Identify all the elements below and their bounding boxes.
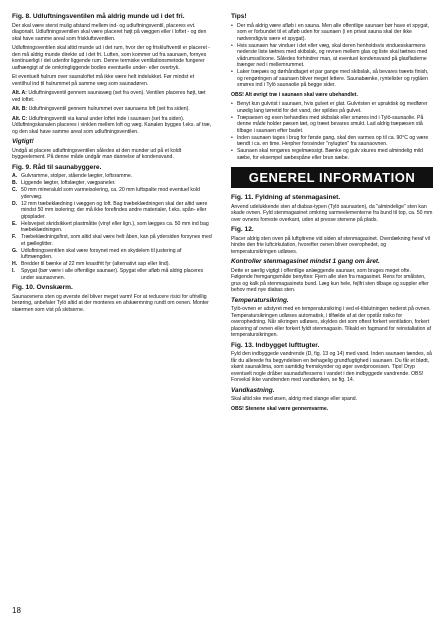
fig9-item-text: Træbeklædningsfirst, som altid skal være helt åben, kan på ydersiden forsynes med et gælleglitter.: [21, 234, 212, 247]
fig12-paragraph: Placer aldrig sten oven på luftgitrene vid siden af stenmagasinet. Overdækning heraf vil hindre den frie luftcirkulation, hvorefter ovnen bliver overophedet, og temperatursikringen udløses.: [231, 235, 430, 255]
section-banner: GENEREL INFORMATION: [231, 167, 433, 188]
fig9-item: [12, 261, 214, 268]
vandkastning-obs-note: OBS! Stenene skal være gennemvarme.: [231, 405, 329, 412]
fig9-item-text: Helsvejset skridsikkert plastmåtte (vinyl eller lign.), som lægges ca. 50 mm ind bag træbeklædningen.: [21, 220, 209, 234]
vigtigt-heading: Vigtigt!: [12, 138, 34, 146]
alt-b-label: Alt. B:: [12, 106, 28, 113]
fig8-paragraph-3: Et eventuelt hulrum over saunaloftet må ikke være helt indelukket. Før mindst et ventilhul ind til hulrummet på samme væg som saunadøren.: [12, 74, 195, 87]
fig9-item-letter: D.: [12, 200, 18, 207]
tips-item: • Saunaen skal rengøres regelmæssigt. Bænke og gulv skures med almindelig mild sæbe, for eksempel sæbespåne eller brun sæbe.: [231, 148, 433, 161]
fig9-item-text: 50 mm mineraluld som varmeisolering, ca. 20 mm luftspalte mod eventuel kold ydervæg.: [21, 187, 200, 200]
fig9-item-letter: B.: [12, 180, 18, 187]
tips-obs-note: OBS! Alt øvrigt træ i saunaen skal være ubehandlet.: [231, 91, 358, 98]
fig9-item: [12, 234, 214, 247]
tips-list: [231, 23, 433, 89]
tips-item: • Hvis saunaen har vinduer i det eller væg, skal deren henholdsvis vinduesskarmens nederste liste tætnes med skibslak, og revnen mellem glas og liste skal tætnes med vådrumssilicone. Således forhindrer man, at eventuel kondensvand på glasfladerne trænger ned i mellemrummet.: [231, 43, 433, 69]
tips-item: • Benyt kun gulvrist i saunaen, hvis gulvet er glat. Gulvristen er upraktisk og medfører unødig lang tørretid for det vand, der spildes på gulvet.: [231, 101, 433, 114]
fig9-item-text: Gulvramme, stolper, stående lægter, loftsramme.: [21, 173, 133, 180]
vandkastning-heading: Vandkastning.: [231, 386, 275, 394]
fig9-item: [12, 201, 214, 221]
fig9-item: [12, 221, 214, 234]
fig10-paragraph: Saunaovnens sten og øverste del bliver meget varm! For at reducere risici for ufrivillig berøring, anbefaler Tylö altid at der monteres en afskærmning rundt om ovnen. Monter skærmen som vist på skitserne.: [12, 293, 209, 313]
left-column: [12, 10, 214, 316]
fig9-item: [12, 248, 214, 261]
tips-item: • Der må aldrig være afløb i en sauna. Men alle offentlige saunaer bør have et spygat, som er forbundet til et afløb uden for saunaen (i en privat sauna skal der ikke nødvendigvis være et spygat).: [231, 23, 433, 43]
fig13-heading: Fig. 13. Indbygget lufttugter.: [231, 341, 320, 349]
kontrol-heading: Kontroller stenmagasinet mindst 1 gang om året.: [231, 258, 380, 266]
alt-c-text: Udluftningsventil via kanal under loftet inde i saunaen (set fra siden). Udluftningskanalen placeres i vinklen mellem loft og væg. Kanalen bygges f.eks. af træ, og den skal have samme areal som udluftningsventilen.: [12, 115, 212, 135]
fig9-item: [12, 187, 214, 200]
fig11-paragraph: Anvend udelukkende sten af diabas-typen (Tylö saunasten), da "almindelige" sten kan skade ovnen. Fyld stenmagasinet omkring varmeelementerne fra bund til top, ca. 50 mm over ovnens forreste overkant, uden at presse stenene på plads.: [231, 203, 433, 223]
fig9-item-letter: F.: [12, 234, 16, 241]
tips-heading: Tips!: [231, 13, 247, 20]
kontrol-paragraph: Dette er særlig vigtigt i offentlige anlæggende saunaer, som bruges meget ofte. Følgende fremgangsmåde benyttes: Fjern alle sten fra magasinet. Rens for smålsten, grus og kalk på stenmagasinets bund. Læg kun hele, fejlfri sten tilbage og suppler efter behov med nye diabas sten.: [231, 267, 429, 294]
alt-c-paragraph: [12, 116, 214, 136]
fig9-item-text: Liggende lægter, loftslægter, vægpaneler.: [21, 180, 116, 187]
fig9-item-text: 12 mm træbeklædning i væggen og loft. Bag træbeklædningen skal der altid være mindst 50 mm isolering; der må ikke forefindes andre materialer, f.eks. spån- eller gipsplader.: [21, 200, 208, 220]
fig9-item-text: Udluftningsventilen skal være forsynet med en skydelem til justering af luftmængden.: [21, 247, 182, 261]
fig9-item-letter: G.: [12, 247, 18, 254]
alt-c-label: Alt. C:: [12, 115, 28, 122]
fig9-item: [12, 180, 214, 187]
fig9-item-text: Bredder til bænke af 22 mm knastfrit fyr (alternativt asp eller lind).: [21, 261, 170, 268]
fig9-heading: Fig. 9. Råd til saunabyggere.: [12, 163, 102, 171]
tips-item: • Laker træpæs og dørhåndtaget et par gange med skibslak, så bevares træets finish, og rengøringen af saunaen bliver meget lettere. Saunabænke, ryntelister og rygläen smøres ind i Tylö saunaolie på begge sider.: [231, 69, 433, 89]
page-number: 18: [12, 606, 21, 615]
fig11-heading: Fig. 11. Fyldning af stenmagasinet.: [231, 194, 341, 202]
fig9-item-letter: C.: [12, 187, 18, 194]
fig9-item-letter: E.: [12, 220, 17, 227]
fig12-heading: Fig. 12.: [231, 226, 254, 234]
alt-a-text: Udluftningsventil gennem saunavæg (set fra oven). Ventilen placeres højt, tæt ved loftet.: [12, 90, 206, 103]
fig8-paragraph-2: Udluftningsventilen skal altid munde ud i det rum, hvor der og friskluftventil er placeret - den må aldrig munde direkte ud i det fri. Luften, som kommer ud fra saunaen, fornyes kontinuerligt i det udenfor liggende rum. Denne termiske ventilationsmetode fungerer uafhængigt af de omkringliggende bodies eventuelle under- eller overtryk.: [12, 45, 211, 71]
vigtigt-paragraph: Undgå at placere udluftningsventilen således at den munder ud på et koldt byggeelement. På denne måde undgår man dannelse af kondensvand.: [12, 147, 182, 160]
tips-list-2: [231, 101, 433, 161]
alt-a-paragraph: [12, 90, 214, 103]
fig9-item: [12, 173, 214, 180]
tips-item: • Træpaesen og esen behandles med skibslak eller smøres ind i Tylö-saunaolie. På denne måde holder pæsen tæt, og træet bevares smukt. Lad aldrig træpæsen stå tilbage i saunaen efter badet.: [231, 115, 433, 135]
fig10-heading: Fig. 10. Ovnskærm.: [12, 284, 73, 292]
fig9-item-letter: H.: [12, 261, 18, 268]
temperature-heading: Temperatursikring.: [231, 296, 289, 304]
alt-a-label: Alt. A:: [12, 90, 27, 97]
fig9-list: [12, 173, 214, 281]
fig13-paragraph: Fyld den indbyggede vandrende (D, fig. 13 og 14) med vand. Inden saunaen tændes, så får du allerede fra begyndelsen en behagelig grundfugtighed i saunaen. Du får et blødt, skønt saunaklima, som samtidig fremskynder og øger svedprocessen. Tips! Dryp eventuelt nogle dråber saunaduftessens i vandet i den indbyggede vandrende. OBS! Forveksl ikke vandrenden med vandtanken, se fig. 14.: [231, 351, 432, 384]
fig8-heading: Fig. 8. Udluftningsventilen må aldrig munde ud i det fri.: [12, 13, 185, 20]
fig9-item: [12, 268, 214, 281]
alt-b-text: Udluftningsventil gennem hulrummet over saunaens loft (set fra siden).: [28, 106, 190, 113]
temperature-paragraph: Tylö-ovnen er udstyret med en temperatursikring i ved el-tilslutningen nederst på ovnen. Temperatursikringen udløses automatisk, i tilfælde af at der opstår risiko for overophedning. Når sikringen udløses, skyldes det som oftest forkert ventilation, forkert placering af ovnen eller forkert fyldt stenmagasin. Tilkald en fagmand for reinstallation af temperatursikringen.: [231, 306, 432, 339]
alt-b-paragraph: [12, 106, 214, 113]
fig9-item-letter: A.: [12, 173, 18, 180]
fig9-item-text: Spygat (bør være i alle offentlige saunaer). Spygat eller afløb må aldrig placeres under saunaovnen.: [21, 268, 204, 281]
fig8-paragraph-1: Der skal være sterst mulig afstand mellem ind- og udluftningsventil, placeres evt. diagonalt. Udluftningsventilen skal være placeret højt på væggen eller i loftet - og den skal have samme areal som friskluftsventilen.: [12, 22, 207, 42]
right-column: [231, 10, 433, 415]
fig9-item-letter: I.: [12, 268, 15, 275]
tips-item: • Inden saunaen tages i brug for første gang, skal den varmes op til ca. 90°C og være tændt i ca. en time. Herpher forsvinder "nylugten" fra saunaovnen.: [231, 135, 433, 148]
vandkastning-paragraph: Skal altid ske med øsen, aldrig med slange eller spand.: [231, 396, 358, 403]
